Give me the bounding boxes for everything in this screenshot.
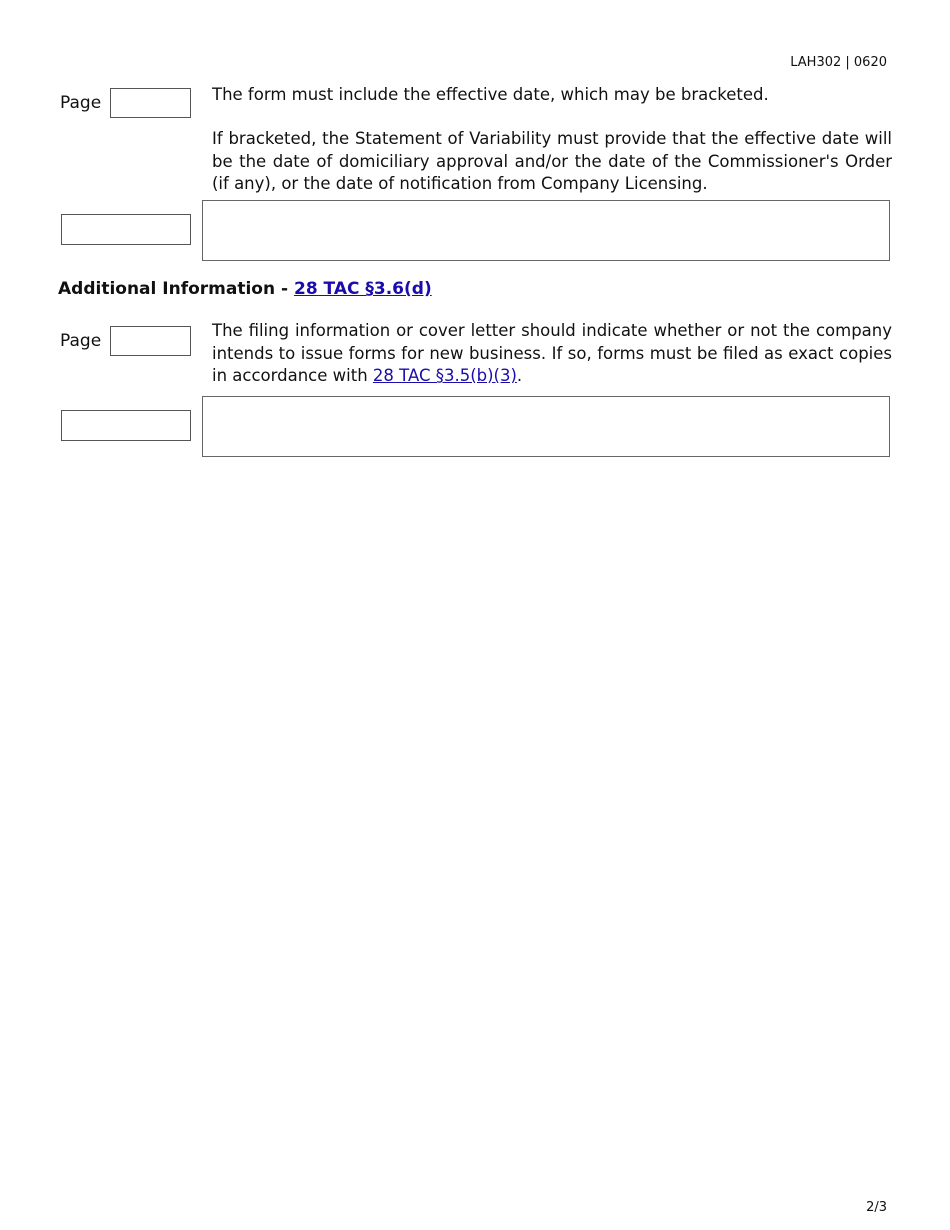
- filing-information-paragraph: [212, 320, 892, 388]
- page-number-field[interactable]: [110, 88, 191, 118]
- comment-box[interactable]: [202, 396, 890, 457]
- page-label: Page: [60, 331, 102, 351]
- filing-text: The filing information or cover letter should indicate whether or not the company intends to issue forms for new business. If so, forms must be filed as exact copies in accordance with: [212, 321, 892, 385]
- additional-information-heading: [58, 279, 432, 299]
- tac-3-5-b-3-link[interactable]: 28 TAC §3.5(b)(3): [372, 366, 517, 385]
- page-label: Page: [60, 93, 102, 113]
- filing-text-end: .: [516, 366, 523, 385]
- comment-box[interactable]: [202, 200, 890, 261]
- form-id: LAH302 | 0620: [790, 55, 887, 70]
- effective-date-paragraph: The form must include the effective date, which may be bracketed.: [212, 85, 769, 104]
- bracketed-paragraph: If bracketed, the Statement of Variability must provide that the effective date will be the date of domiciliary approval and/or the date of the Commissioner's Order (if any), or the date of notification from Company Licensing.: [212, 129, 892, 193]
- page-number: 2/3: [866, 1200, 887, 1215]
- reference-field[interactable]: [61, 410, 191, 441]
- tac-3-6-d-link[interactable]: 28 TAC §3.6(d): [293, 279, 432, 299]
- page-number-field[interactable]: [110, 326, 191, 356]
- heading-text: Additional Information -: [58, 279, 294, 299]
- reference-field[interactable]: [61, 214, 191, 245]
